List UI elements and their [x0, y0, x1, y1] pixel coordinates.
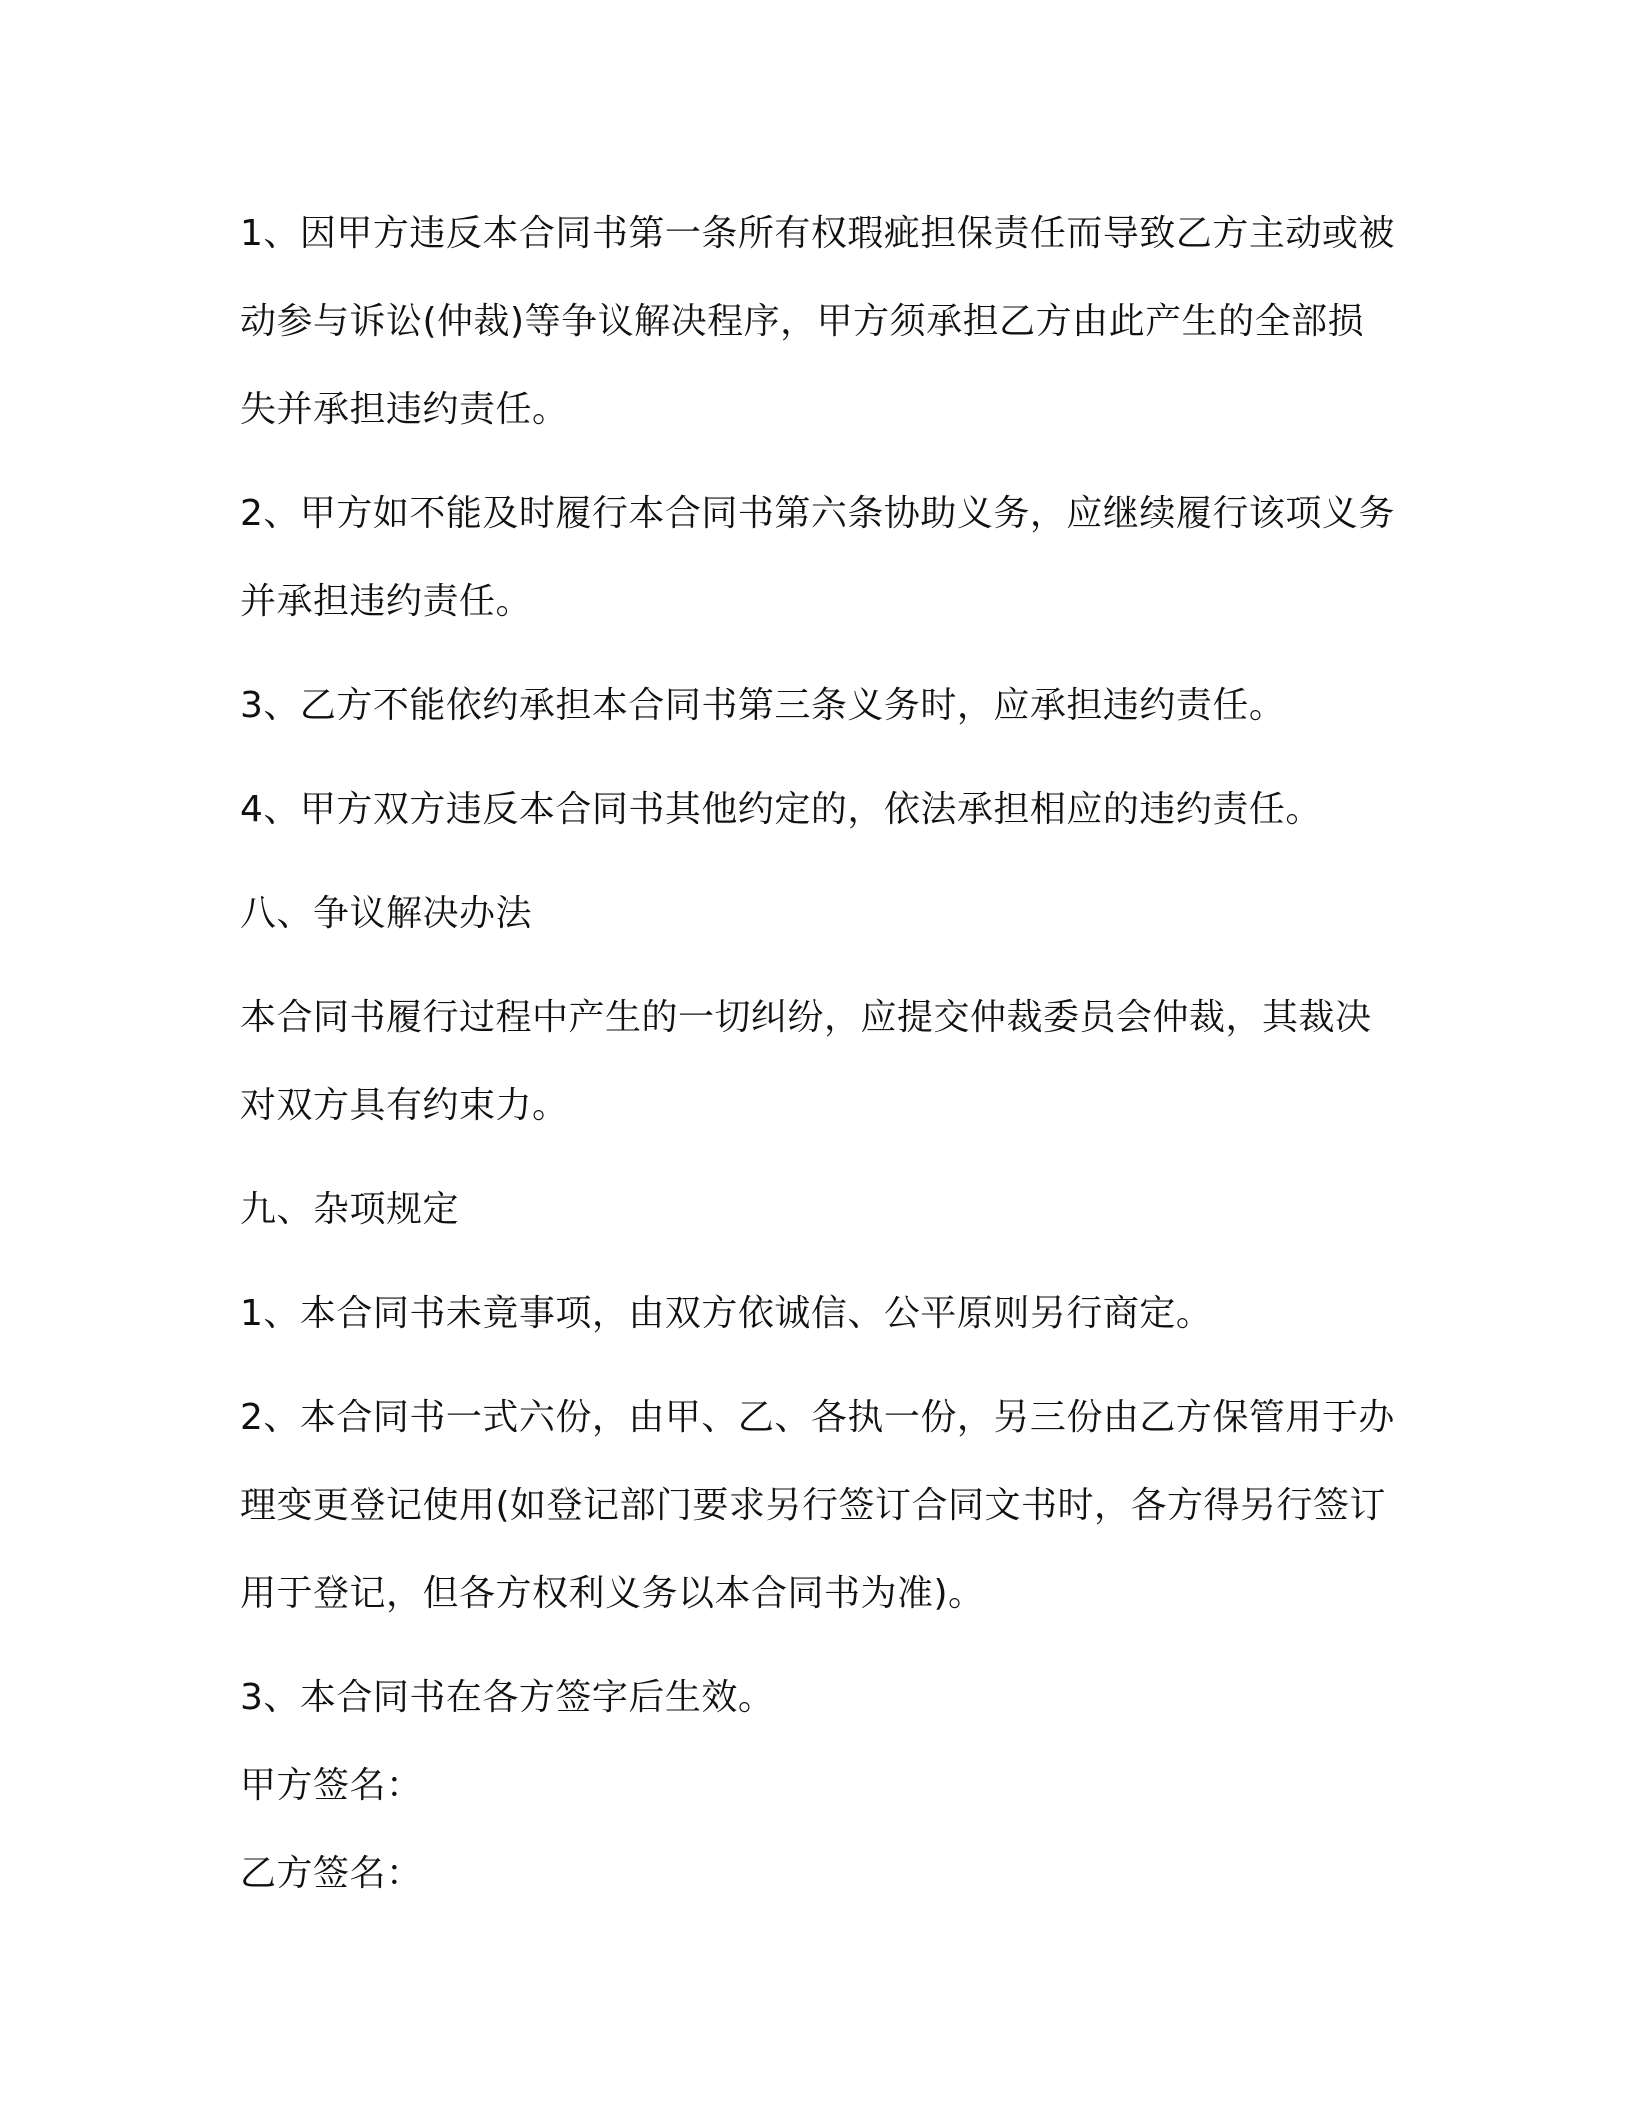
liability-clause-4: 4、甲方双方违反本合同书其他约定的，依法承担相应的违约责任。	[240, 789, 1322, 830]
section-9-item-1: 1、本合同书未竟事项，由双方依诚信、公平原则另行商定。	[240, 1293, 1213, 1334]
section-9-heading: 九、杂项规定	[240, 1189, 460, 1230]
liability-clause-1: 1、因甲方违反本合同书第一条所有权瑕疵担保责任而导致乙方主动或被动参与诉讼(仲裁)等争议解决程序，甲方须承担乙方由此产生的全部损失并承担违约责任。	[240, 213, 1395, 430]
document-body	[240, 190, 1400, 1918]
party-b-signature-label: 乙方签名：	[240, 1853, 423, 1894]
liability-clause-3: 3、乙方不能依约承担本合同书第三条义务时，应承担违约责任。	[240, 685, 1286, 726]
section-8-text: 本合同书履行过程中产生的一切纠纷，应提交仲裁委员会仲裁，其裁决对双方具有约束力。	[240, 997, 1372, 1126]
liability-clause-2: 2、甲方如不能及时履行本合同书第六条协助义务，应继续履行该项义务并承担违约责任。	[240, 493, 1395, 622]
section-8-heading: 八、争议解决办法	[240, 893, 533, 934]
section-9-item-2: 2、本合同书一式六份，由甲、乙、各执一份，另三份由乙方保管用于办理变更登记使用(如登记部门要求另行签订合同文书时，各方得另行签订用于登记，但各方权利义务以本合同书为准)。	[240, 1397, 1395, 1614]
party-a-signature-label: 甲方签名：	[240, 1765, 423, 1806]
section-9-item-3: 3、本合同书在各方签字后生效。	[240, 1677, 775, 1718]
